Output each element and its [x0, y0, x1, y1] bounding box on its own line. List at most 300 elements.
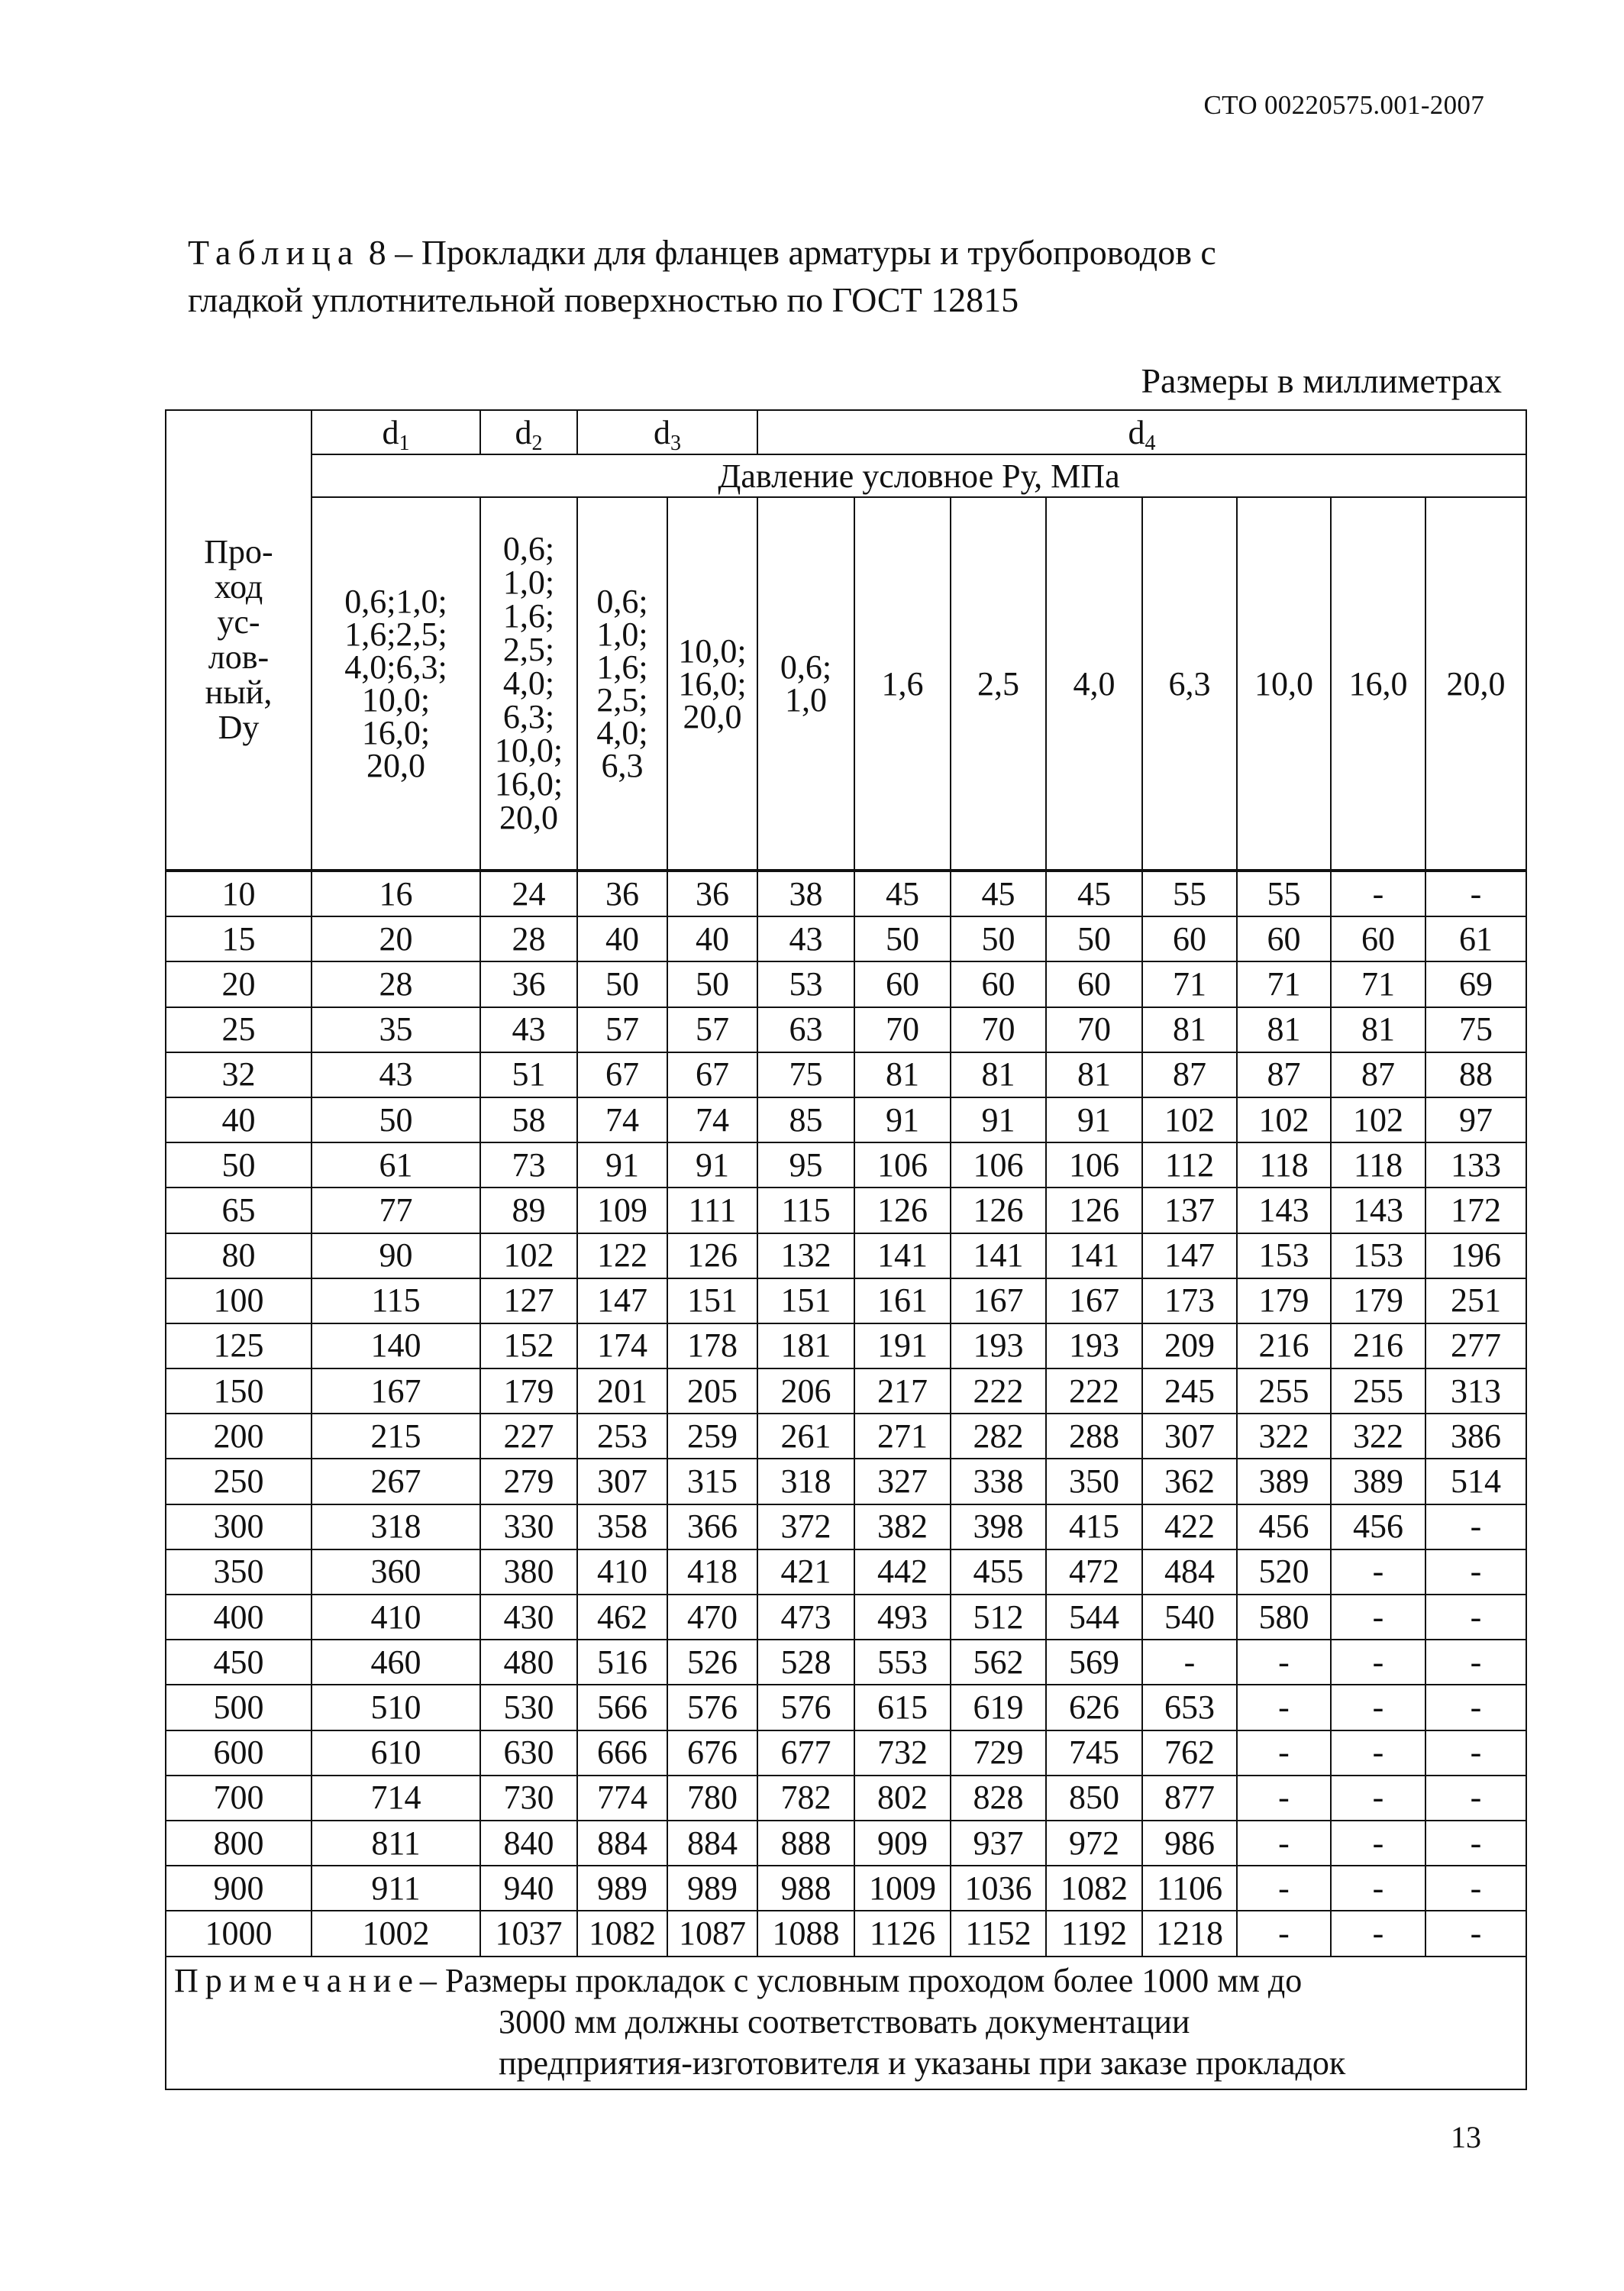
cell-dy: 600 — [166, 1730, 312, 1776]
cell-dy: 500 — [166, 1685, 312, 1730]
pressure-col-d1-line: 16,0; — [361, 714, 431, 751]
table-cell: 40 — [667, 916, 757, 961]
table-cell: 318 — [312, 1504, 480, 1549]
table-cell: 60 — [1237, 916, 1331, 961]
table-cell: - — [1425, 1866, 1526, 1911]
table-cell: 562 — [951, 1640, 1046, 1685]
table-cell: 69 — [1425, 961, 1526, 1007]
table-cell: 147 — [577, 1278, 667, 1323]
table-cell: 1036 — [951, 1866, 1046, 1911]
table-cell: - — [1237, 1821, 1331, 1866]
caption-line2: гладкой уплотнительной поверхностью по ГОСТ 12815 — [188, 280, 1019, 319]
table-caption — [188, 229, 1486, 324]
row-header-line: ход — [214, 568, 263, 606]
table-cell: 989 — [667, 1866, 757, 1911]
table-cell: 91 — [951, 1097, 1046, 1142]
pressure-col-d2-line: 1,0; — [502, 564, 555, 601]
pressure-col-d3a-line: 2,5; — [596, 681, 648, 719]
table-cell: 729 — [951, 1730, 1046, 1776]
table-cell: - — [1331, 1549, 1425, 1595]
cell-dy: 50 — [166, 1142, 312, 1188]
table-cell: 455 — [951, 1549, 1046, 1595]
table-cell: 227 — [480, 1414, 577, 1459]
table-cell: 884 — [667, 1821, 757, 1866]
table-cell: - — [1425, 1730, 1526, 1776]
table-cell: - — [1237, 1866, 1331, 1911]
table-cell: 366 — [667, 1504, 757, 1549]
table-cell: 178 — [667, 1323, 757, 1368]
table-cell: 50 — [1046, 916, 1142, 961]
table-cell: 1037 — [480, 1911, 577, 1956]
table-cell: 87 — [1331, 1052, 1425, 1097]
table-cell: 512 — [951, 1595, 1046, 1640]
table-cell: 259 — [667, 1414, 757, 1459]
table-cell: - — [1237, 1776, 1331, 1821]
cell-dy: 1000 — [166, 1911, 312, 1956]
table-cell: 28 — [480, 916, 577, 961]
table-cell: 167 — [1046, 1278, 1142, 1323]
table-cell: 222 — [951, 1368, 1046, 1414]
pressure-col-d1-line: 4,0;6,3; — [344, 648, 447, 686]
table-cell: 75 — [757, 1052, 854, 1097]
table-cell: 40 — [577, 916, 667, 961]
pressure-col-d3b-line: 20,0 — [683, 697, 742, 735]
table-cell: 1009 — [854, 1866, 951, 1911]
table-cell: 245 — [1142, 1368, 1237, 1414]
table-cell: 70 — [951, 1007, 1046, 1052]
table-cell: - — [1425, 1504, 1526, 1549]
table-cell: 909 — [854, 1821, 951, 1866]
pressure-col-d4: 6,3 — [1142, 497, 1237, 871]
table-row — [166, 1504, 1526, 1549]
pressure-col-d2-line: 10,0; — [494, 732, 563, 769]
page-number: 13 — [1451, 2120, 1481, 2154]
table-cell: 1088 — [757, 1911, 854, 1956]
table-cell: 389 — [1331, 1459, 1425, 1504]
table-cell: 36 — [480, 961, 577, 1007]
table-cell: 71 — [1237, 961, 1331, 1007]
table-cell: 267 — [312, 1459, 480, 1504]
pressure-col-d3a-line: 0,6; — [596, 583, 648, 620]
table-cell: 88 — [1425, 1052, 1526, 1097]
caption-line1: 8 – Прокладки для фланцев арматуры и трубопроводов с — [368, 233, 1216, 272]
table-cell: 430 — [480, 1595, 577, 1640]
table-cell: 81 — [1237, 1007, 1331, 1052]
table-cell: 520 — [1237, 1549, 1331, 1595]
table-cell: 181 — [757, 1323, 854, 1368]
table-cell: 106 — [1046, 1142, 1142, 1188]
table-cell: 877 — [1142, 1776, 1237, 1821]
pressure-col-d1-line: 10,0; — [361, 681, 431, 719]
table-cell: 118 — [1331, 1142, 1425, 1188]
table-cell: 279 — [480, 1459, 577, 1504]
table-cell: - — [1331, 1821, 1425, 1866]
table-cell: 802 — [854, 1776, 951, 1821]
table-cell: 576 — [757, 1685, 854, 1730]
table-cell: 940 — [480, 1866, 577, 1911]
table-cell: - — [1425, 1640, 1526, 1685]
table-cell: 50 — [312, 1097, 480, 1142]
table-cell: 972 — [1046, 1821, 1142, 1866]
table-cell: 473 — [757, 1595, 854, 1640]
table-cell: 553 — [854, 1640, 951, 1685]
gasket-table — [165, 409, 1527, 2090]
table-cell: 811 — [312, 1821, 480, 1866]
column-header-d1: $d_1$ — [312, 410, 480, 454]
table-cell: 569 — [1046, 1640, 1142, 1685]
table-note — [166, 1957, 1526, 2089]
table-cell: 480 — [480, 1640, 577, 1685]
table-cell: 937 — [951, 1821, 1046, 1866]
table-cell: 106 — [854, 1142, 951, 1188]
table-cell: 732 — [854, 1730, 951, 1776]
pressure-col-d2-line: 0,6; — [502, 530, 555, 567]
table-cell: 196 — [1425, 1233, 1526, 1278]
table-cell: 350 — [1046, 1459, 1142, 1504]
table-cell: 470 — [667, 1595, 757, 1640]
pressure-col-d4: 20,0 — [1425, 497, 1526, 871]
table-cell: 87 — [1142, 1052, 1237, 1097]
table-cell: 111 — [667, 1188, 757, 1233]
table-cell: 118 — [1237, 1142, 1331, 1188]
table-row — [166, 1188, 1526, 1233]
table-cell: 193 — [951, 1323, 1046, 1368]
table-cell: 255 — [1237, 1368, 1331, 1414]
table-row — [166, 1776, 1526, 1821]
table-cell: 74 — [577, 1097, 667, 1142]
table-cell: 161 — [854, 1278, 951, 1323]
table-cell: 153 — [1331, 1233, 1425, 1278]
pressure-col-d3b-line: 16,0; — [678, 664, 747, 703]
cell-dy: 450 — [166, 1640, 312, 1685]
table-row — [166, 1007, 1526, 1052]
table-cell: 442 — [854, 1549, 951, 1595]
table-cell: 97 — [1425, 1097, 1526, 1142]
table-cell: 201 — [577, 1368, 667, 1414]
table-cell: 102 — [1331, 1097, 1425, 1142]
pressure-col-d4 — [757, 497, 854, 871]
table-cell: 67 — [577, 1052, 667, 1097]
table-cell: 398 — [951, 1504, 1046, 1549]
table-cell: 77 — [312, 1188, 480, 1233]
table-row — [166, 1414, 1526, 1459]
table-cell: 730 — [480, 1776, 577, 1821]
note-line3: предприятия-изготовителя и указаны при заказе прокладок — [499, 2044, 1346, 2082]
table-cell: 526 — [667, 1640, 757, 1685]
row-header-line: ный, — [205, 674, 273, 711]
table-cell: - — [1331, 1640, 1425, 1685]
table-cell: 91 — [667, 1142, 757, 1188]
table-cell: 81 — [1331, 1007, 1425, 1052]
pressure-col-d1 — [312, 497, 480, 871]
table-row — [166, 1142, 1526, 1188]
table-cell: 20 — [312, 916, 480, 961]
note-line1: – Размеры прокладок с условным проходом более 1000 мм до — [419, 1961, 1303, 1999]
table-cell: 81 — [1142, 1007, 1237, 1052]
row-header-line: ус- — [217, 603, 260, 641]
table-cell: 1218 — [1142, 1911, 1237, 1956]
table-cell: 460 — [312, 1640, 480, 1685]
table-cell: 840 — [480, 1821, 577, 1866]
table-row — [166, 1368, 1526, 1414]
table-cell: 174 — [577, 1323, 667, 1368]
table-cell: 714 — [312, 1776, 480, 1821]
table-cell: 1106 — [1142, 1866, 1237, 1911]
table-cell: 60 — [1331, 916, 1425, 961]
table-cell: 828 — [951, 1776, 1046, 1821]
pressure-col-d1-line: 1,6;2,5; — [344, 616, 447, 653]
table-cell: - — [1425, 1549, 1526, 1595]
table-cell: - — [1331, 1595, 1425, 1640]
table-cell: 102 — [1237, 1097, 1331, 1142]
table-cell: 81 — [854, 1052, 951, 1097]
table-cell: 28 — [312, 961, 480, 1007]
table-cell: 415 — [1046, 1504, 1142, 1549]
table-cell: 50 — [667, 961, 757, 1007]
units-note: Размеры в миллиметрах — [1141, 361, 1502, 400]
pressure-col-d4: 2,5 — [951, 497, 1046, 871]
table-row — [166, 1278, 1526, 1323]
pressure-col-d3b-line: 10,0; — [678, 632, 747, 670]
table-cell: 102 — [1142, 1097, 1237, 1142]
table-cell: 109 — [577, 1188, 667, 1233]
table-cell: 516 — [577, 1640, 667, 1685]
table-cell: 151 — [757, 1278, 854, 1323]
table-cell: - — [1331, 1911, 1425, 1956]
table-cell: 251 — [1425, 1278, 1526, 1323]
table-cell: 653 — [1142, 1685, 1237, 1730]
table-cell: 140 — [312, 1323, 480, 1368]
cell-dy: 200 — [166, 1414, 312, 1459]
table-cell: 126 — [854, 1188, 951, 1233]
cell-dy: 65 — [166, 1188, 312, 1233]
row-header-line: Dy — [218, 709, 260, 746]
table-cell: 271 — [854, 1414, 951, 1459]
table-cell: 112 — [1142, 1142, 1237, 1188]
table-cell: 16 — [312, 871, 480, 916]
table-cell: - — [1237, 1685, 1331, 1730]
table-cell: 566 — [577, 1685, 667, 1730]
table-cell: 676 — [667, 1730, 757, 1776]
table-cell: 988 — [757, 1866, 854, 1911]
table-cell: 389 — [1237, 1459, 1331, 1504]
cell-dy: 32 — [166, 1052, 312, 1097]
table-cell: 422 — [1142, 1504, 1237, 1549]
table-cell: 151 — [667, 1278, 757, 1323]
table-cell: 372 — [757, 1504, 854, 1549]
table-cell: 318 — [757, 1459, 854, 1504]
table-cell: 322 — [1237, 1414, 1331, 1459]
pressure-col-d1-line: 0,6;1,0; — [344, 583, 447, 620]
note-label: Примечание — [174, 1961, 420, 1999]
table-cell: 115 — [312, 1278, 480, 1323]
table-cell: 762 — [1142, 1730, 1237, 1776]
table-cell: 179 — [1237, 1278, 1331, 1323]
table-cell: 288 — [1046, 1414, 1142, 1459]
pressure-header: Давление условное Ру, МПа — [312, 454, 1526, 497]
table-cell: 67 — [667, 1052, 757, 1097]
table-cell: - — [1142, 1640, 1237, 1685]
pressure-col-d1-line: 20,0 — [366, 747, 425, 784]
cell-dy: 100 — [166, 1278, 312, 1323]
table-cell: 1087 — [667, 1911, 757, 1956]
document-code: СТО 00220575.001-2007 — [1203, 90, 1484, 120]
table-cell: 133 — [1425, 1142, 1526, 1188]
table-cell: 90 — [312, 1233, 480, 1278]
pressure-col-d2-line: 4,0; — [502, 664, 555, 702]
table-cell: - — [1237, 1911, 1331, 1956]
table-row — [166, 1459, 1526, 1504]
table-cell: 60 — [1046, 961, 1142, 1007]
pressure-col-d4: 16,0 — [1331, 497, 1425, 871]
cell-dy: 125 — [166, 1323, 312, 1368]
table-cell: 315 — [667, 1459, 757, 1504]
table-cell: 127 — [480, 1278, 577, 1323]
table-cell: 626 — [1046, 1685, 1142, 1730]
table-cell: 45 — [854, 871, 951, 916]
table-cell: - — [1237, 1640, 1331, 1685]
pressure-col-d2-line: 2,5; — [502, 631, 555, 668]
table-cell: 57 — [577, 1007, 667, 1052]
table-row — [166, 1549, 1526, 1595]
table-cell: 1152 — [951, 1911, 1046, 1956]
table-cell: - — [1425, 1595, 1526, 1640]
table-cell: 206 — [757, 1368, 854, 1414]
table-cell: 277 — [1425, 1323, 1526, 1368]
table-cell: 172 — [1425, 1188, 1526, 1233]
cell-dy: 400 — [166, 1595, 312, 1640]
table-row — [166, 1052, 1526, 1097]
table-cell: 147 — [1142, 1233, 1237, 1278]
pressure-col-d3b — [667, 497, 757, 871]
row-header-line: лов- — [208, 638, 270, 676]
table-cell: 50 — [854, 916, 951, 961]
table-cell: 410 — [577, 1549, 667, 1595]
table-cell: 313 — [1425, 1368, 1526, 1414]
cell-dy: 40 — [166, 1097, 312, 1142]
table-cell: 782 — [757, 1776, 854, 1821]
table-row — [166, 1097, 1526, 1142]
table-cell: 132 — [757, 1233, 854, 1278]
table-cell: 386 — [1425, 1414, 1526, 1459]
table-cell: 576 — [667, 1685, 757, 1730]
table-cell: 167 — [951, 1278, 1046, 1323]
row-header-line: Про- — [204, 533, 273, 570]
table-cell: 215 — [312, 1414, 480, 1459]
pressure-col-d3a-line: 4,0; — [596, 714, 648, 751]
table-cell: 850 — [1046, 1776, 1142, 1821]
pressure-col-d4: 10,0 — [1237, 497, 1331, 871]
table-cell: 143 — [1237, 1188, 1331, 1233]
table-cell: 255 — [1331, 1368, 1425, 1414]
table-cell: 141 — [951, 1233, 1046, 1278]
table-cell: 193 — [1046, 1323, 1142, 1368]
table-cell: 91 — [1046, 1097, 1142, 1142]
pressure-col-d2-line: 6,3; — [502, 698, 555, 735]
table-cell: 60 — [1142, 916, 1237, 961]
table-cell: 540 — [1142, 1595, 1237, 1640]
table-cell: 85 — [757, 1097, 854, 1142]
table-cell: 87 — [1237, 1052, 1331, 1097]
table-cell: 179 — [1331, 1278, 1425, 1323]
table-cell: 152 — [480, 1323, 577, 1368]
table-cell: - — [1237, 1730, 1331, 1776]
table-cell: 126 — [1046, 1188, 1142, 1233]
table-cell: 322 — [1331, 1414, 1425, 1459]
table-cell: 610 — [312, 1730, 480, 1776]
table-cell: 630 — [480, 1730, 577, 1776]
table-cell: 167 — [312, 1368, 480, 1414]
table-cell: 209 — [1142, 1323, 1237, 1368]
cell-dy: 25 — [166, 1007, 312, 1052]
table-cell: - — [1331, 871, 1425, 916]
table-cell: 61 — [312, 1142, 480, 1188]
table-cell: 421 — [757, 1549, 854, 1595]
table-cell: 36 — [667, 871, 757, 916]
table-cell: 205 — [667, 1368, 757, 1414]
table-cell: 514 — [1425, 1459, 1526, 1504]
table-cell: 43 — [480, 1007, 577, 1052]
table-cell: 472 — [1046, 1549, 1142, 1595]
table-cell: 216 — [1331, 1323, 1425, 1368]
table-cell: 1126 — [854, 1911, 951, 1956]
table-cell: 360 — [312, 1549, 480, 1595]
table-cell: 307 — [577, 1459, 667, 1504]
table-cell: - — [1331, 1685, 1425, 1730]
table-cell: 884 — [577, 1821, 667, 1866]
cell-dy: 700 — [166, 1776, 312, 1821]
table-cell: 330 — [480, 1504, 577, 1549]
pressure-col-d3a — [577, 497, 667, 871]
table-cell: 35 — [312, 1007, 480, 1052]
table-cell: 63 — [757, 1007, 854, 1052]
table-cell: 173 — [1142, 1278, 1237, 1323]
table-cell: 38 — [757, 871, 854, 916]
table-row — [166, 1730, 1526, 1776]
table-cell: 619 — [951, 1685, 1046, 1730]
pressure-col-d4: 4,0 — [1046, 497, 1142, 871]
cell-dy: 800 — [166, 1821, 312, 1866]
cell-dy: 350 — [166, 1549, 312, 1595]
pressure-col-d2-line: 1,6; — [502, 597, 555, 635]
note-line2: 3000 мм должны соответствовать документации — [499, 2002, 1190, 2041]
table-cell: 615 — [854, 1685, 951, 1730]
table-cell: 774 — [577, 1776, 667, 1821]
cell-dy: 250 — [166, 1459, 312, 1504]
table-row — [166, 961, 1526, 1007]
table-cell: 36 — [577, 871, 667, 916]
table-cell: 666 — [577, 1730, 667, 1776]
table-cell: 307 — [1142, 1414, 1237, 1459]
table-cell: 338 — [951, 1459, 1046, 1504]
cell-dy: 80 — [166, 1233, 312, 1278]
table-cell: 989 — [577, 1866, 667, 1911]
table-cell: 986 — [1142, 1821, 1237, 1866]
table-cell: 45 — [1046, 871, 1142, 916]
pressure-col-d2-line: 16,0; — [494, 765, 563, 803]
table-cell: 261 — [757, 1414, 854, 1459]
table-cell: 55 — [1142, 871, 1237, 916]
table-cell: 91 — [854, 1097, 951, 1142]
table-cell: 95 — [757, 1142, 854, 1188]
table-cell: 253 — [577, 1414, 667, 1459]
table-cell: 530 — [480, 1685, 577, 1730]
cell-dy: 150 — [166, 1368, 312, 1414]
table-cell: - — [1331, 1776, 1425, 1821]
table-cell: 380 — [480, 1549, 577, 1595]
table-cell: - — [1425, 1911, 1526, 1956]
table-cell: 1002 — [312, 1911, 480, 1956]
